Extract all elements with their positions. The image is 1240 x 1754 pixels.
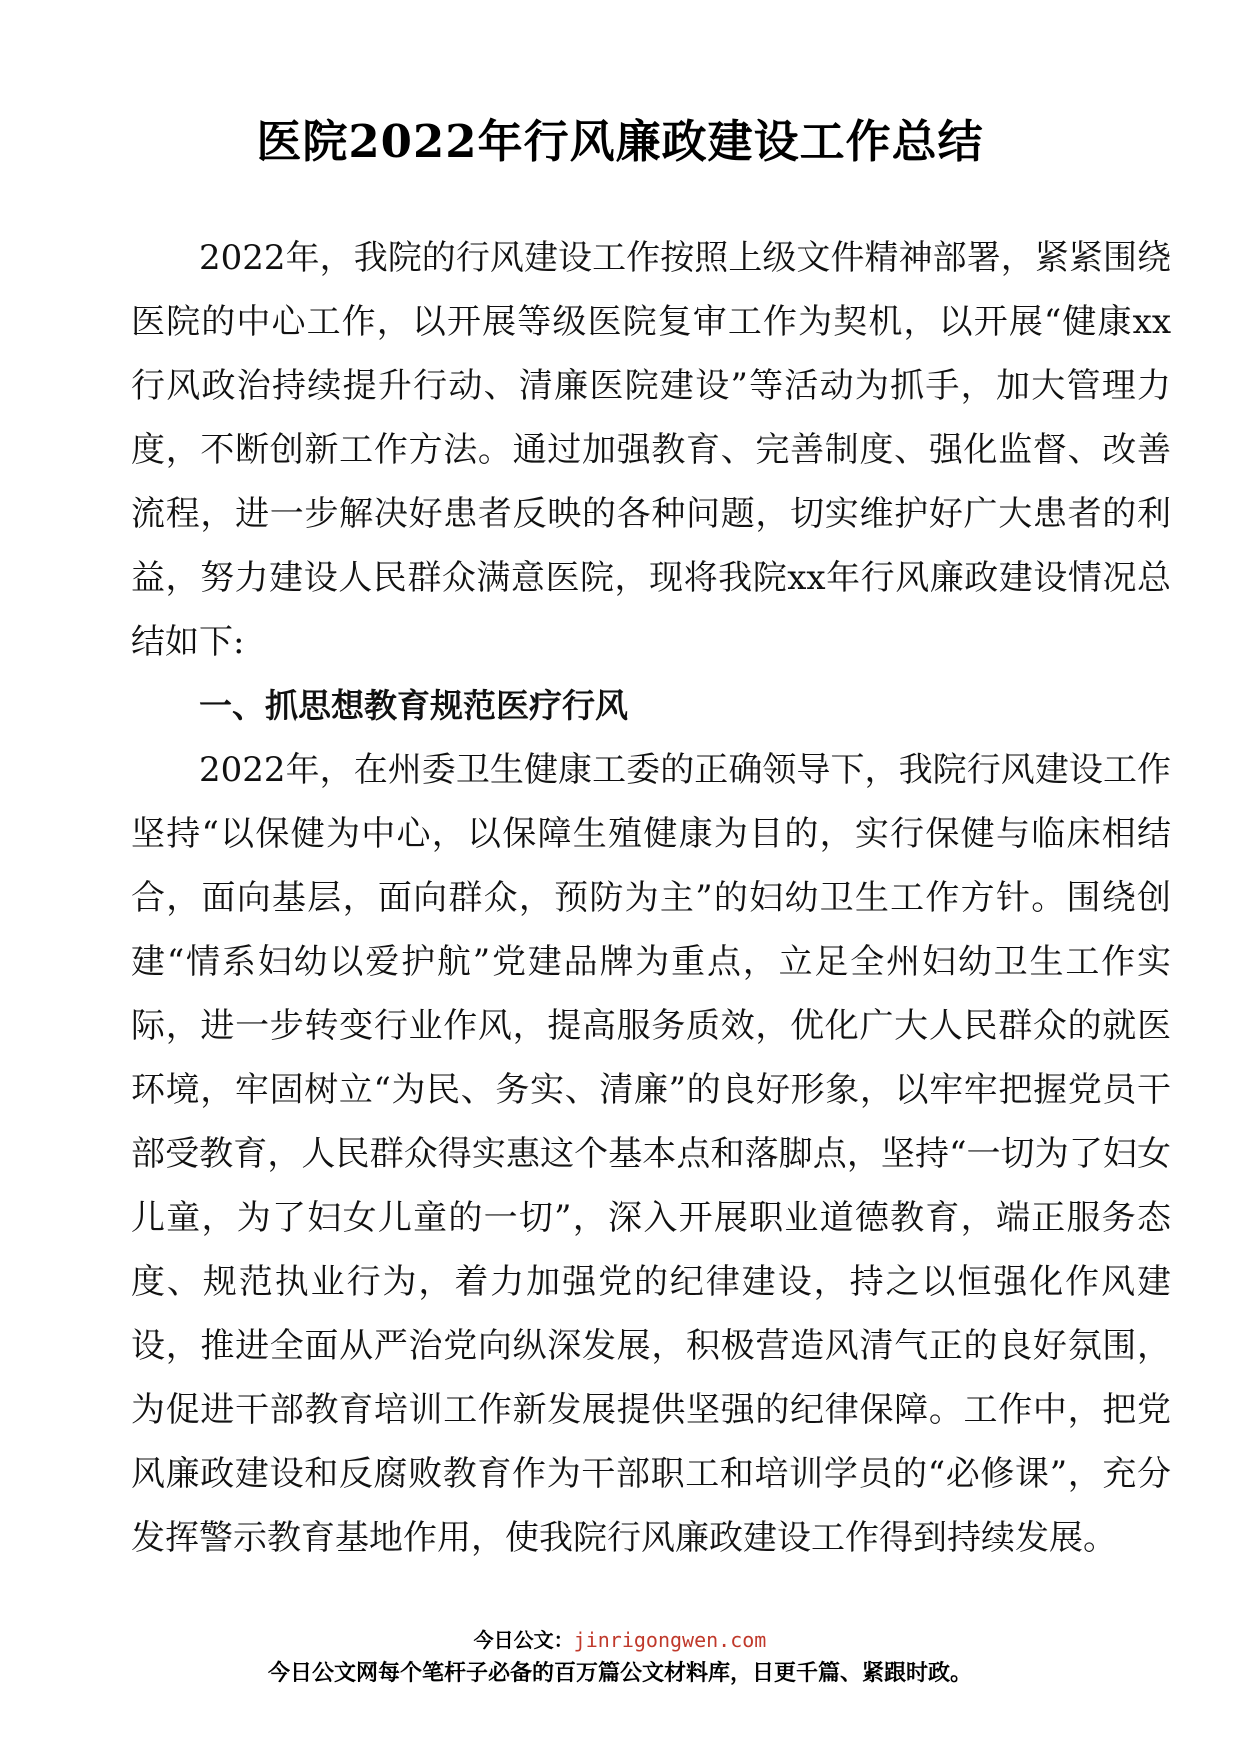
footer-site-label: 今日公文： — [473, 1628, 574, 1652]
footer-slogan: 今日公文网每个笔杆子必备的百万篇公文材料库，日更千篇、紧跟时政。 — [267, 1661, 972, 1686]
document-title: 医院2022年行风廉政建设工作总结 — [256, 115, 984, 168]
document-body — [131, 226, 1171, 1570]
footer-site-line — [0, 1625, 1240, 1655]
intro-paragraph: 2022年，我院的行风建设工作按照上级文件精神部署，紧紧围绕医院的中心工作，以开展等级医院复审工作为契机，以开展“健康xx行风政治持续提升行动、清廉医院建设”等活动为抓手，加大管理力度，不断创新工作方法。通过加强教育、完善制度、强化监督、改善流程，进一步解决好患者反映的各种问题，切实维护好广大患者的利益，努力建设人民群众满意医院，现将我院xx年行风廉政建设情况总结如下: — [131, 238, 1171, 662]
section-heading: 一、抓思想教育规范医疗行风 — [199, 686, 628, 725]
section-paragraph: 2022年，在州委卫生健康工委的正确领导下，我院行风建设工作坚持“以保健为中心，以保障生殖健康为目的，实行保健与临床相结合，面向基层，面向群众，预防为主”的妇幼卫生工作方针。围绕创建“情系妇幼以爱护航”党建品牌为重点，立足全州妇幼卫生工作实际，进一步转变行业作风，提高服务质效，优化广大人民群众的就医环境，牢固树立“为民、务实、清廉”的良好形象，以牢牢把握党员干部受教育，人民群众得实惠这个基本点和落脚点，坚持“一切为了妇女儿童，为了妇女儿童的一切”，深入开展职业道德教育，端正服务态度、规范执业行为，着力加强党的纪律建设，持之以恒强化作风建设，推进全面从严治党向纵深发展，积极营造风清气正的良好氛围，为促进干部教育培训工作新发展提供坚强的纪律保障。工作中，把党风廉政建设和反腐败教育作为干部职工和培训学员的“必修课”，充分发挥警示教育基地作用，使我院行风廉政建设工作得到持续发展。 — [131, 750, 1171, 1558]
footer-site-link[interactable]: jinrigongwen.com — [573, 1628, 767, 1652]
footer — [0, 1625, 1240, 1691]
